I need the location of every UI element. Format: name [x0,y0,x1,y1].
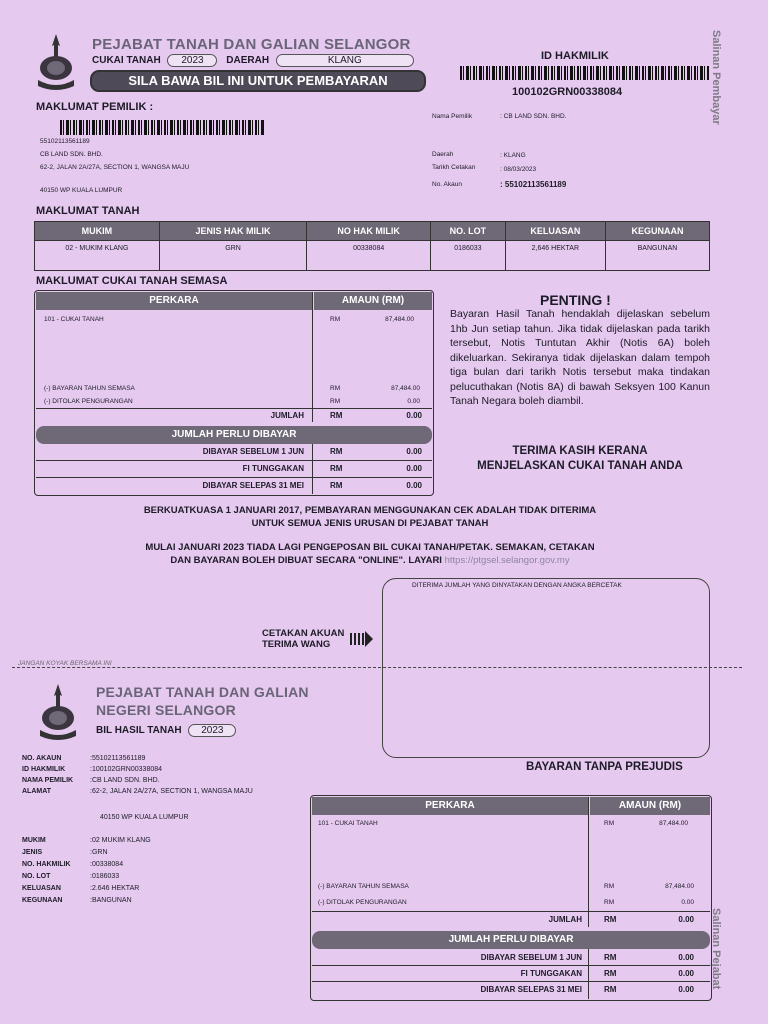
bottom-field-row: KEGUNAAN : BANGUNAN [22,897,151,909]
tanah-td: 02 - MUKIM KLANG [35,241,160,271]
owner-addr2: 40150 WP KUALA LUMPUR [40,187,123,194]
tanah-table [34,221,710,271]
bottom-field-row: NO. LOT : 0186033 [22,873,151,885]
f-nama-label: Nama Pemilik [432,113,473,120]
field-value: CB LAND SDN. BHD. [91,777,160,784]
cukai-bayaran: (-) BAYARAN TAHUN SEMASA [44,385,135,392]
thanks-line1: TERIMA KASIH KERANA [512,445,648,457]
tanah-td: GRN [159,241,306,271]
cetakan-line1: CETAKAN AKUAN [262,628,345,639]
penting-body: Bayaran Hasil Tanah hendaklah dijelaskan sebelum 1hb Jun setiap tahun. Jika tidak dijelaskan pada tarikh tersebut, Notis Tuntutan Akhir (Notis 6A) boleh dikeluarkan. Sekiranya tidak dijelaskan dalam tempoh tiga bulan dari tarikh Notis tersebut maka tindakan pelucuthakan (Notis 8A) di bawah Seksyen 100 Kanun Tanah Negara boleh diambil. [450,308,710,407]
bottom-fields2 [22,837,151,909]
tanah-th: MUKIM [35,222,160,241]
receipt-box-label: DITERIMA JUMLAH YANG DINYATAKAN DENGAN ANGKA BERCETAK [412,582,622,589]
f-nama: : CB LAND SDN. BHD. [500,113,567,120]
field-value: GRN [91,849,108,856]
bottom-selepas-val: 0.00 [678,985,694,994]
cukai-section-title: MAKLUMAT CUKAI TANAH SEMASA [36,275,228,287]
bottom-h-amaun: AMAUN (RM) [590,797,710,815]
cukai-bayaran-val: 87,484.00 [391,385,420,392]
tanah-header-row [35,222,710,241]
cetakan-label [262,628,344,650]
tanah-th: KEGUNAAN [605,222,709,241]
tanah-value-row [35,241,710,271]
id-hakmilik-label: ID HAKMILIK [541,50,609,62]
payment-banner: SILA BAWA BIL INI UNTUK PEMBAYARAN [90,70,426,92]
cukai-label: CUKAI TANAH [92,55,161,66]
bottom-office2: NEGERI SELANGOR [96,702,236,718]
f-daerah-label: Daerah [432,151,454,158]
tanah-td: BANGUNAN [605,241,709,271]
bottom-perlu: JUMLAH PERLU DIBAYAR [312,931,710,949]
bottom-sebelum-val: 0.00 [678,953,694,962]
daerah-pill: KLANG [276,54,414,67]
bottom-ditolak-val: 0.00 [681,899,694,906]
bottom-fields [22,755,253,799]
bottom-ditolak-rm: RM [604,899,615,906]
field-key: MUKIM [22,837,46,844]
bottom-year-pill: 2023 [188,724,236,737]
cukai-label-row [92,54,414,67]
notice-online [60,541,680,567]
bottom-item1: 101 - CUKAI TANAH [318,820,378,827]
tanah-th: JENIS HAK MILIK [159,222,306,241]
cukai-ditolak: (-) DITOLAK PENGURANGAN [44,398,133,405]
field-value: 100102GRN00338084 [91,766,163,773]
field-key: NO. HAKMILIK [22,861,71,868]
bottom-bayaran-rm: RM [604,883,615,890]
notice-l1: BERKUATKUASA 1 JANUARI 2017, PEMBAYARAN MENGGUNAKAN CEK ADALAH TIDAK DITERIMA [143,505,597,516]
bottom-item1-val: 87,484.00 [659,820,688,827]
cukai-fi-val: 0.00 [406,464,422,473]
f-daerah-value: KLANG [503,152,526,159]
field-key: KEGUNAAN [22,897,63,904]
tanah-th: NO HAK MILIK [307,222,431,241]
cukai-selepas: DIBAYAR SELEPAS 31 MEI [202,481,304,490]
field-key: NO. LOT [22,873,51,880]
bottom-fi-rm: RM [604,969,617,978]
bottom-jumlah-rm: RM [604,915,617,924]
side-label-top: Salinan Pembayar [710,30,722,125]
bottom-item1-rm: RM [604,820,615,827]
field-key: KELUASAN [22,885,61,892]
cukai-item1: 101 - CUKAI TANAH [44,316,104,323]
notice-url[interactable]: https://ptgsel.selangor.gov.my [444,555,570,566]
f-nama-value: CB LAND SDN. BHD. [503,113,567,120]
thanks-text [450,444,710,474]
prejudis-label: BAYARAN TANPA PREJUDIS [526,761,683,773]
year-pill: 2023 [167,54,217,67]
cukai-h-perkara: PERKARA [36,292,312,310]
field-key: ALAMAT [22,788,52,795]
bottom-field-row: NAMA PEMILIK : CB LAND SDN. BHD. [22,777,253,788]
bottom-field-row: NO. HAKMILIK : 00338084 [22,861,151,873]
selangor-crest-icon [36,682,80,744]
bottom-sebelum-rm: RM [604,953,617,962]
field-key: JENIS [22,849,43,856]
cukai-sebelum-val: 0.00 [406,447,422,456]
field-key: NAMA PEMILIK [22,777,74,784]
bottom-bayaran: (-) BAYARAN TAHUN SEMASA [318,883,409,890]
owner-barcode [60,120,265,135]
field-value: BANGUNAN [91,897,132,904]
cukai-sebelum-rm: RM [330,447,343,456]
cukai-item1-rm: RM [330,316,341,323]
notice-l4: DAN BAYARAN BOLEH DIBUAT SECARA "ONLINE". LAYARI [170,555,442,566]
cukai-h-amaun: AMAUN (RM) [314,292,432,310]
cukai-jumlah: JUMLAH [270,411,304,420]
cukai-selepas-rm: RM [330,481,343,490]
bottom-bayaran-val: 87,484.00 [665,883,694,890]
bottom-selepas: DIBAYAR SELEPAS 31 MEI [480,985,582,994]
bottom-jumlah: JUMLAH [548,915,582,924]
bottom-field-row: ID HAKMILIK : 100102GRN00338084 [22,766,253,777]
id-barcode [460,66,710,80]
f-daerah: : KLANG [500,152,526,159]
office-title: PEJABAT TANAH DAN GALIAN SELANGOR [92,36,411,53]
bottom-field-row: NO. AKAUN : 55102113561189 [22,755,253,766]
cukai-bayaran-rm: RM [330,385,341,392]
owner-barcode-text: 55102113561189 [40,138,90,145]
bottom-field-row: JENIS : GRN [22,849,151,861]
owner-name: CB LAND SDN. BHD. [40,151,103,158]
notice-cek [60,504,680,530]
cut-label: JANGAN KOYAK BERSAMA INI [18,660,112,667]
f-tarikh-label: Tarikh Cetakan [432,164,476,171]
tanah-td: 2,646 HEKTAR [505,241,605,271]
cukai-sebelum: DIBAYAR SEBELUM 1 JUN [202,447,304,456]
field-key: ID HAKMILIK [22,766,66,773]
field-key: NO. AKAUN [22,755,62,762]
notice-l3: MULAI JANUARI 2023 TIADA LAGI PENGEPOSAN BIL CUKAI TANAH/PETAK. SEMAKAN, CETAKAN [145,542,595,553]
field-value: 0186033 [91,873,120,880]
field-value: 02 MUKIM KLANG [91,837,151,844]
arrow-right-icon [350,630,366,646]
tanah-th: KELUASAN [505,222,605,241]
daerah-label: DAERAH [226,55,270,66]
bottom-sebelum: DIBAYAR SEBELUM 1 JUN [480,953,582,962]
field-value: 2.646 HEKTAR [91,885,140,892]
tanah-section-title: MAKLUMAT TANAH [36,205,140,217]
f-akaun: : 55102113561189 [500,180,567,189]
cukai-fi: FI TUNGGAKAN [242,464,304,473]
bil-label: BIL HASIL TANAH [96,725,182,736]
cukai-fi-rm: RM [330,464,343,473]
cukai-jumlah-rm: RM [330,411,343,420]
tanah-td: 00338084 [307,241,431,271]
selangor-crest-icon [34,32,78,94]
bottom-field-row: ALAMAT : 62-2, JALAN 2A/27A, SECTION 1, WANGSA MAJU [22,788,253,799]
cukai-item1-val: 87,484.00 [385,316,414,323]
bottom-fi: FI TUNGGAKAN [520,969,582,978]
thanks-line2: MENJELASKAN CUKAI TANAH ANDA [477,460,683,472]
tanah-th: NO. LOT [431,222,506,241]
bottom-fi-val: 0.00 [678,969,694,978]
bottom-office1: PEJABAT TANAH DAN GALIAN [96,684,309,700]
field-value: 00338084 [91,861,124,868]
bottom-selepas-rm: RM [604,985,617,994]
cukai-ditolak-val: 0.00 [407,398,420,405]
bottom-jumlah-val: 0.00 [678,915,694,924]
bottom-addr2: 40150 WP KUALA LUMPUR [100,814,189,821]
cetakan-line2: TERIMA WANG [262,639,331,650]
cut-line [12,667,742,668]
cukai-selepas-val: 0.00 [406,481,422,490]
receipt-box [382,578,710,758]
cukai-jumlah-val: 0.00 [406,411,422,420]
f-akaun-value: 55102113561189 [504,180,567,189]
f-akaun-label: No. Akaun [432,181,462,188]
penting-title: PENTING ! [540,292,611,308]
field-value: 62-2, JALAN 2A/27A, SECTION 1, WANGSA MAJU [91,788,253,795]
tanah-td: 0186033 [431,241,506,271]
cukai-perlu: JUMLAH PERLU DIBAYAR [36,426,432,444]
bottom-field-row: MUKIM : 02 MUKIM KLANG [22,837,151,849]
bottom-ditolak: (-) DITOLAK PENGURANGAN [318,899,407,906]
cukai-ditolak-rm: RM [330,398,341,405]
bottom-h-perkara: PERKARA [312,797,588,815]
notice-l2: UNTUK SEMUA JENIS URUSAN DI PEJABAT TANAH [251,518,489,529]
bil-label-row [96,724,236,737]
f-tarikh-value: 08/03/2023 [503,166,537,173]
owner-addr1: 62-2, JALAN 2A/27A, SECTION 1, WANGSA MAJU [40,164,190,171]
field-value: 55102113561189 [91,755,146,762]
side-label-bottom: Salinan Pejabat [710,908,722,990]
bottom-field-row: KELUASAN : 2.646 HEKTAR [22,885,151,897]
id-hakmilik-value: 100102GRN00338084 [512,86,623,98]
f-tarikh: : 08/03/2023 [500,166,537,173]
owner-section-title: MAKLUMAT PEMILIK : [36,101,154,113]
